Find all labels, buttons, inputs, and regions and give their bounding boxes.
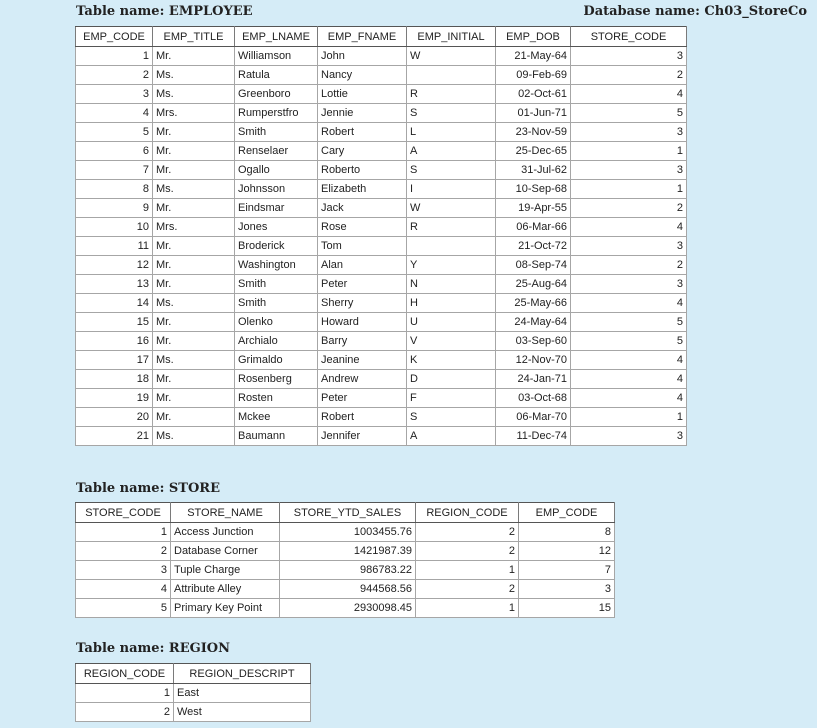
employee-cell: Jones: [235, 218, 318, 237]
employee-row: [76, 180, 687, 199]
employee-cell: 5: [571, 332, 687, 351]
employee-cell: V: [407, 332, 496, 351]
employee-column-header: EMP_CODE: [76, 27, 153, 47]
employee-row: [76, 66, 687, 85]
employee-cell: 2: [571, 256, 687, 275]
employee-cell: Jennifer: [318, 427, 407, 446]
employee-cell: A: [407, 142, 496, 161]
employee-row: [76, 427, 687, 446]
employee-cell: 5: [76, 123, 153, 142]
store-cell: Attribute Alley: [171, 580, 280, 599]
store-cell: 944568.56: [280, 580, 416, 599]
employee-cell: 5: [571, 104, 687, 123]
employee-cell: 4: [571, 351, 687, 370]
employee-cell: Mr.: [153, 199, 235, 218]
employee-cell: Jeanine: [318, 351, 407, 370]
employee-cell: F: [407, 389, 496, 408]
employee-cell: 09-Feb-69: [496, 66, 571, 85]
employee-cell: 12: [76, 256, 153, 275]
employee-cell: Ms.: [153, 351, 235, 370]
employee-cell: 3: [571, 161, 687, 180]
employee-cell: Mr.: [153, 370, 235, 389]
employee-cell: 4: [76, 104, 153, 123]
region-cell: 2: [76, 703, 174, 722]
employee-row: [76, 389, 687, 408]
employee-cell: Mr.: [153, 389, 235, 408]
store-row: [76, 599, 615, 618]
employee-cell: Barry: [318, 332, 407, 351]
store-cell: 986783.22: [280, 561, 416, 580]
employee-cell: Mr.: [153, 275, 235, 294]
employee-cell: 10-Sep-68: [496, 180, 571, 199]
employee-row: [76, 161, 687, 180]
employee-table: [75, 26, 687, 446]
employee-cell: Mr.: [153, 332, 235, 351]
store-cell: 2: [416, 542, 519, 561]
employee-cell: 14: [76, 294, 153, 313]
store-cell: 1: [76, 523, 171, 542]
employee-cell: 2: [571, 66, 687, 85]
store-cell: Database Corner: [171, 542, 280, 561]
store-cell: 1421987.39: [280, 542, 416, 561]
region-header-row: [76, 664, 311, 684]
employee-cell: 2: [571, 199, 687, 218]
employee-cell: S: [407, 161, 496, 180]
store-cell: 3: [76, 561, 171, 580]
employee-cell: 19-Apr-55: [496, 199, 571, 218]
employee-cell: Rose: [318, 218, 407, 237]
store-cell: 2: [76, 542, 171, 561]
employee-row: [76, 332, 687, 351]
store-column-header: EMP_CODE: [519, 503, 615, 523]
employee-cell: 8: [76, 180, 153, 199]
store-body: [76, 523, 615, 618]
employee-cell: Mr.: [153, 142, 235, 161]
employee-column-header: EMP_TITLE: [153, 27, 235, 47]
employee-cell: Sherry: [318, 294, 407, 313]
employee-cell: Grimaldo: [235, 351, 318, 370]
employee-cell: 18: [76, 370, 153, 389]
employee-cell: Washington: [235, 256, 318, 275]
employee-cell: Ms.: [153, 427, 235, 446]
employee-cell: 01-Jun-71: [496, 104, 571, 123]
employee-cell: 6: [76, 142, 153, 161]
employee-cell: 21-May-64: [496, 47, 571, 66]
employee-cell: Howard: [318, 313, 407, 332]
region-cell: 1: [76, 684, 174, 703]
employee-cell: Mrs.: [153, 104, 235, 123]
store-cell: 2: [416, 580, 519, 599]
store-cell: 4: [76, 580, 171, 599]
employee-row: [76, 313, 687, 332]
employee-cell: 3: [76, 85, 153, 104]
employee-cell: H: [407, 294, 496, 313]
employee-row: [76, 104, 687, 123]
employee-cell: 21-Oct-72: [496, 237, 571, 256]
employee-cell: Mrs.: [153, 218, 235, 237]
employee-cell: S: [407, 408, 496, 427]
store-cell: Tuple Charge: [171, 561, 280, 580]
employee-cell: Lottie: [318, 85, 407, 104]
employee-cell: Peter: [318, 275, 407, 294]
employee-cell: Renselaer: [235, 142, 318, 161]
employee-cell: Ms.: [153, 85, 235, 104]
employee-cell: 3: [571, 237, 687, 256]
employee-cell: 10: [76, 218, 153, 237]
employee-row: [76, 256, 687, 275]
employee-cell: Mr.: [153, 47, 235, 66]
employee-cell: A: [407, 427, 496, 446]
employee-cell: 3: [571, 123, 687, 142]
employee-cell: Robert: [318, 123, 407, 142]
employee-cell: 21: [76, 427, 153, 446]
employee-cell: K: [407, 351, 496, 370]
store-cell: 1: [416, 599, 519, 618]
store-header-row: [76, 503, 615, 523]
employee-cell: Ms.: [153, 294, 235, 313]
employee-cell: Y: [407, 256, 496, 275]
employee-cell: Smith: [235, 294, 318, 313]
store-cell: 2: [416, 523, 519, 542]
employee-row: [76, 218, 687, 237]
employee-cell: Rumperstfro: [235, 104, 318, 123]
store-table-caption: Table name: STORE: [76, 481, 221, 496]
employee-cell: Roberto: [318, 161, 407, 180]
employee-row: [76, 370, 687, 389]
store-column-header: STORE_NAME: [171, 503, 280, 523]
employee-cell: 16: [76, 332, 153, 351]
employee-cell: John: [318, 47, 407, 66]
employee-cell: Smith: [235, 123, 318, 142]
employee-cell: Mr.: [153, 408, 235, 427]
employee-cell: 4: [571, 370, 687, 389]
employee-column-header: EMP_DOB: [496, 27, 571, 47]
employee-row: [76, 408, 687, 427]
database-name-caption: Database name: Ch03_StoreCo: [583, 4, 807, 19]
employee-cell: 1: [571, 180, 687, 199]
employee-cell: U: [407, 313, 496, 332]
employee-cell: 25-Dec-65: [496, 142, 571, 161]
employee-row: [76, 237, 687, 256]
employee-cell: 08-Sep-74: [496, 256, 571, 275]
employee-cell: Archialo: [235, 332, 318, 351]
employee-cell: [407, 66, 496, 85]
employee-cell: Tom: [318, 237, 407, 256]
employee-column-header: EMP_LNAME: [235, 27, 318, 47]
employee-cell: 12-Nov-70: [496, 351, 571, 370]
employee-cell: W: [407, 199, 496, 218]
employee-cell: Cary: [318, 142, 407, 161]
employee-row: [76, 47, 687, 66]
employee-cell: Ms.: [153, 66, 235, 85]
region-row: [76, 684, 311, 703]
employee-cell: 24-Jan-71: [496, 370, 571, 389]
store-column-header: STORE_YTD_SALES: [280, 503, 416, 523]
region-row: [76, 703, 311, 722]
employee-cell: Mr.: [153, 313, 235, 332]
region-cell: West: [174, 703, 311, 722]
store-cell: 2930098.45: [280, 599, 416, 618]
employee-header-row: [76, 27, 687, 47]
employee-cell: N: [407, 275, 496, 294]
employee-cell: Elizabeth: [318, 180, 407, 199]
employee-cell: Mr.: [153, 237, 235, 256]
store-cell: Primary Key Point: [171, 599, 280, 618]
employee-cell: 3: [571, 427, 687, 446]
region-table-caption: Table name: REGION: [76, 641, 231, 656]
employee-cell: 11: [76, 237, 153, 256]
employee-cell: 02-Oct-61: [496, 85, 571, 104]
employee-cell: 2: [76, 66, 153, 85]
employee-row: [76, 199, 687, 218]
employee-cell: R: [407, 85, 496, 104]
employee-table-caption: Table name: EMPLOYEE: [76, 4, 253, 19]
region-body: [76, 684, 311, 722]
employee-cell: Mr.: [153, 161, 235, 180]
employee-cell: Nancy: [318, 66, 407, 85]
store-row: [76, 523, 615, 542]
employee-cell: Mckee: [235, 408, 318, 427]
region-table: [75, 663, 311, 722]
employee-cell: 5: [571, 313, 687, 332]
employee-cell: Greenboro: [235, 85, 318, 104]
employee-row: [76, 142, 687, 161]
employee-cell: 19: [76, 389, 153, 408]
employee-cell: [407, 237, 496, 256]
employee-cell: Rosten: [235, 389, 318, 408]
employee-cell: Ms.: [153, 180, 235, 199]
employee-body: [76, 47, 687, 446]
employee-cell: 4: [571, 85, 687, 104]
employee-cell: 3: [571, 47, 687, 66]
employee-cell: I: [407, 180, 496, 199]
employee-cell: Mr.: [153, 256, 235, 275]
store-cell: 8: [519, 523, 615, 542]
employee-cell: Williamson: [235, 47, 318, 66]
employee-row: [76, 85, 687, 104]
employee-cell: Ratula: [235, 66, 318, 85]
store-row: [76, 580, 615, 599]
region-column-header: REGION_DESCRIPT: [174, 664, 311, 684]
employee-cell: Peter: [318, 389, 407, 408]
employee-cell: S: [407, 104, 496, 123]
employee-cell: Rosenberg: [235, 370, 318, 389]
store-cell: Access Junction: [171, 523, 280, 542]
employee-cell: 06-Mar-70: [496, 408, 571, 427]
employee-cell: Johnsson: [235, 180, 318, 199]
employee-cell: 23-Nov-59: [496, 123, 571, 142]
employee-cell: 4: [571, 389, 687, 408]
employee-row: [76, 294, 687, 313]
employee-cell: 1: [76, 47, 153, 66]
store-row: [76, 542, 615, 561]
store-cell: 1: [416, 561, 519, 580]
region-cell: East: [174, 684, 311, 703]
store-cell: 7: [519, 561, 615, 580]
employee-cell: 17: [76, 351, 153, 370]
employee-cell: 15: [76, 313, 153, 332]
employee-cell: 7: [76, 161, 153, 180]
employee-cell: 25-May-66: [496, 294, 571, 313]
store-cell: 1003455.76: [280, 523, 416, 542]
employee-cell: 11-Dec-74: [496, 427, 571, 446]
employee-row: [76, 351, 687, 370]
employee-cell: Smith: [235, 275, 318, 294]
employee-cell: 3: [571, 275, 687, 294]
employee-cell: Baumann: [235, 427, 318, 446]
employee-cell: Jack: [318, 199, 407, 218]
employee-cell: 25-Aug-64: [496, 275, 571, 294]
employee-cell: Eindsmar: [235, 199, 318, 218]
employee-cell: 9: [76, 199, 153, 218]
employee-cell: 03-Oct-68: [496, 389, 571, 408]
employee-cell: Andrew: [318, 370, 407, 389]
region-column-header: REGION_CODE: [76, 664, 174, 684]
employee-cell: 20: [76, 408, 153, 427]
employee-cell: Robert: [318, 408, 407, 427]
employee-cell: 13: [76, 275, 153, 294]
employee-cell: Jennie: [318, 104, 407, 123]
employee-cell: 06-Mar-66: [496, 218, 571, 237]
employee-cell: Ogallo: [235, 161, 318, 180]
store-column-header: REGION_CODE: [416, 503, 519, 523]
store-cell: 5: [76, 599, 171, 618]
store-cell: 3: [519, 580, 615, 599]
employee-cell: 4: [571, 294, 687, 313]
employee-cell: 24-May-64: [496, 313, 571, 332]
employee-cell: Mr.: [153, 123, 235, 142]
employee-row: [76, 275, 687, 294]
store-cell: 15: [519, 599, 615, 618]
employee-cell: D: [407, 370, 496, 389]
employee-column-header: EMP_FNAME: [318, 27, 407, 47]
employee-row: [76, 123, 687, 142]
employee-cell: L: [407, 123, 496, 142]
employee-column-header: EMP_INITIAL: [407, 27, 496, 47]
employee-cell: 03-Sep-60: [496, 332, 571, 351]
employee-cell: 1: [571, 142, 687, 161]
employee-cell: W: [407, 47, 496, 66]
store-table: [75, 502, 615, 618]
employee-cell: Olenko: [235, 313, 318, 332]
employee-cell: 31-Jul-62: [496, 161, 571, 180]
employee-cell: 1: [571, 408, 687, 427]
store-row: [76, 561, 615, 580]
employee-column-header: STORE_CODE: [571, 27, 687, 47]
store-cell: 12: [519, 542, 615, 561]
store-column-header: STORE_CODE: [76, 503, 171, 523]
employee-cell: R: [407, 218, 496, 237]
employee-cell: Broderick: [235, 237, 318, 256]
employee-cell: Alan: [318, 256, 407, 275]
employee-cell: 4: [571, 218, 687, 237]
